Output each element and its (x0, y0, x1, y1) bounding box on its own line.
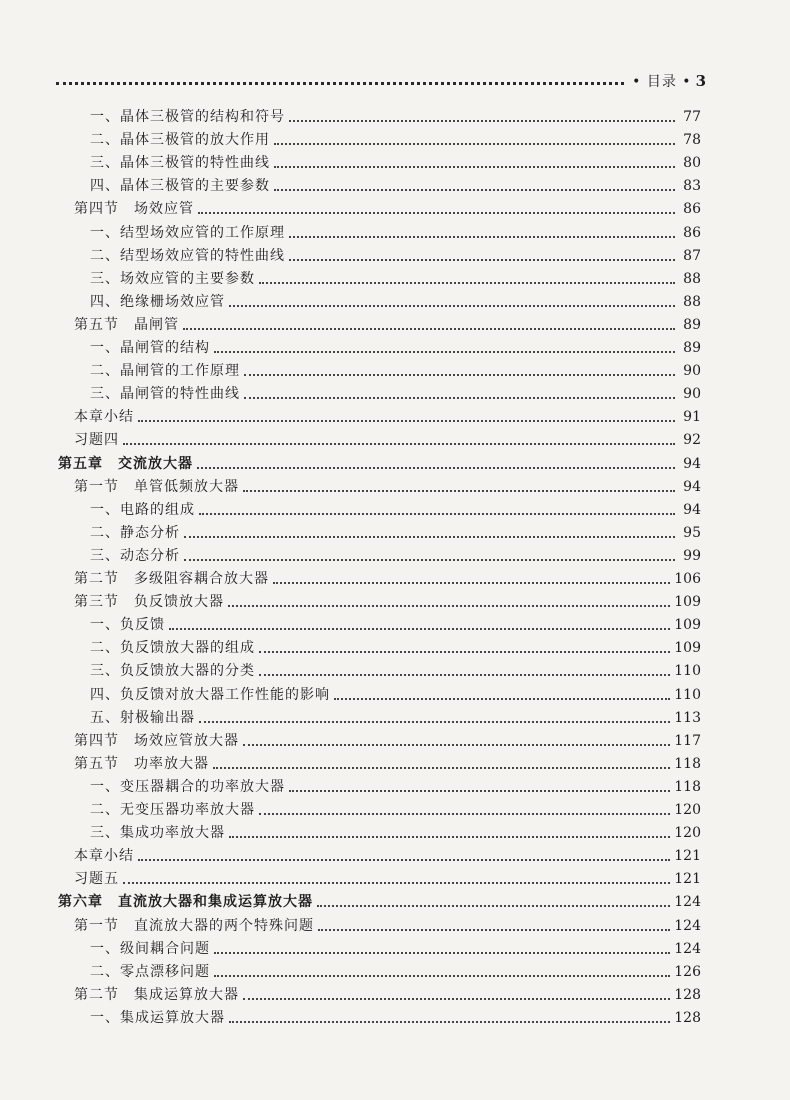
toc-leader-dots (138, 859, 670, 861)
toc-leader-dots (243, 998, 670, 1000)
toc-entry-section (74, 750, 701, 773)
toc-leader-dots (123, 443, 675, 445)
toc-entry-page: 89 (683, 316, 701, 333)
toc-entry-label: 第五章 交流放大器 (58, 455, 193, 472)
toc-entry-page: 80 (683, 155, 701, 172)
toc-entry-label: 一、变压器耦合的功率放大器 (90, 778, 285, 795)
toc-leader-dots (229, 305, 675, 307)
toc-entry-page: 99 (683, 547, 701, 564)
toc-entry-label: 三、集成功率放大器 (90, 825, 225, 842)
toc-entry-label: 一、集成运算放大器 (90, 1009, 225, 1026)
toc-leader-dots (289, 259, 675, 261)
toc-leader-dots (274, 143, 675, 145)
toc-leader-dots (123, 882, 670, 884)
toc-entry-item (90, 126, 701, 149)
toc-leader-dots (138, 420, 675, 422)
toc-entry-page: 120 (674, 802, 701, 818)
toc-entry-page: 124 (674, 940, 701, 957)
toc-leader-dots (289, 236, 675, 238)
toc-entry-page: 128 (674, 986, 701, 1003)
toc-entry-label: 一、负反馈 (90, 617, 165, 634)
toc-entry-page: 87 (683, 247, 701, 264)
toc-entry-label: 习题四 (74, 432, 119, 449)
toc-entry-page: 124 (674, 894, 701, 911)
toc-leader-dots (259, 674, 670, 676)
toc-entry-section (74, 981, 701, 1004)
toc-entry-page: 89 (683, 340, 701, 356)
toc-leader-dots (334, 698, 670, 700)
toc-leader-dots (317, 905, 670, 907)
toc-entry-page: 83 (683, 178, 701, 195)
toc-entry-section (74, 473, 701, 496)
toc-entry-page: 109 (674, 640, 701, 657)
toc-entry-page: 124 (674, 917, 701, 934)
toc-entry-item (90, 219, 701, 242)
toc-entry-page: 90 (683, 386, 701, 403)
toc-leader-dots (184, 559, 675, 561)
toc-entry-item (90, 611, 701, 634)
toc-entry-label: 三、动态分析 (90, 547, 180, 564)
toc-entry-label: 三、场效应管的主要参数 (90, 270, 255, 287)
toc-entry-item (90, 796, 701, 819)
header-page-number: 3 (695, 72, 706, 90)
toc-leader-dots (213, 767, 670, 769)
toc-entry-page: 94 (683, 478, 701, 495)
toc-entry-page: 92 (683, 432, 701, 449)
toc-entry-label: 五、射极输出器 (90, 709, 195, 726)
toc-leader-dots (214, 351, 675, 353)
toc-leader-dots (198, 212, 675, 214)
toc-entry-page: 94 (683, 501, 701, 518)
toc-entry-item (90, 357, 701, 380)
toc-entry-page: 118 (674, 778, 701, 795)
toc-entry-label: 一、级间耦合问题 (90, 940, 210, 957)
toc-entry-label: 三、晶闸管的特性曲线 (90, 386, 240, 403)
toc-leader-dots (274, 189, 675, 191)
toc-entry-section (74, 565, 701, 588)
toc-entry-item (90, 103, 701, 126)
toc-leader-dots (229, 1021, 670, 1023)
toc-entry-page: 128 (674, 1009, 701, 1026)
toc-entry-label: 第五节 功率放大器 (74, 755, 209, 772)
toc-entry-label: 本章小结 (74, 848, 134, 865)
toc-entry-section (74, 727, 701, 750)
toc-entry-item (90, 1004, 701, 1027)
toc-entry-page: 95 (683, 524, 701, 541)
toc-entry-item (90, 773, 701, 796)
toc-entry-item (90, 149, 701, 172)
toc-entry-item (90, 657, 701, 680)
toc-entry-label: 第二节 集成运算放大器 (74, 986, 239, 1003)
toc-entry-label: 习题五 (74, 871, 119, 888)
toc-leader-dots (289, 790, 670, 792)
toc-leader-dots (199, 721, 670, 723)
toc-entry-item (90, 334, 701, 357)
toc-entry-item (90, 704, 701, 727)
toc-entry-label: 二、负反馈放大器的组成 (90, 640, 255, 657)
toc-leader-dots (214, 952, 670, 954)
toc-entry-label: 二、无变压器功率放大器 (90, 802, 255, 818)
toc-entry-summary (74, 426, 701, 449)
toc-entry-label: 四、绝缘栅场效应管 (90, 293, 225, 310)
toc-leader-dots (199, 513, 675, 515)
toc-entry-label: 三、负反馈放大器的分类 (90, 663, 255, 680)
toc-entry-label: 第三节 负反馈放大器 (74, 594, 224, 611)
toc-entry-label: 二、零点漂移问题 (90, 963, 210, 980)
running-head (56, 70, 706, 92)
toc-entry-page: 106 (674, 571, 701, 587)
toc-leader-dots (243, 744, 670, 746)
toc-entry-chapter (58, 888, 701, 911)
toc-entry-label: 第一节 直流放大器的两个特殊问题 (74, 917, 314, 934)
toc-entry-item (90, 935, 701, 958)
toc-leader-dots (259, 813, 670, 815)
toc-entry-summary (74, 865, 701, 888)
toc-entry-label: 第四节 场效应管 (74, 201, 194, 218)
toc-entry-label: 四、负反馈对放大器工作性能的影响 (90, 686, 330, 703)
toc-entry-item (90, 172, 701, 195)
toc-leader-dots (273, 582, 670, 584)
toc-entry-item (90, 634, 701, 657)
toc-entry-label: 一、结型场效应管的工作原理 (90, 224, 285, 241)
toc-entry-label: 第二节 多级阻容耦合放大器 (74, 571, 269, 587)
toc-entry-item (90, 958, 701, 981)
toc-entry-label: 第六章 直流放大器和集成运算放大器 (58, 894, 313, 911)
toc-entry-chapter (58, 450, 701, 473)
toc-entry-page: 90 (683, 363, 701, 380)
toc-entry-page: 117 (674, 732, 701, 749)
toc-leader-dots (243, 490, 675, 492)
toc-entry-item (90, 242, 701, 265)
toc-entry-item (90, 265, 701, 288)
toc-entry-page: 86 (683, 201, 701, 218)
toc-entry-item (90, 519, 701, 542)
toc-entry-summary (74, 842, 701, 865)
toc-entry-page: 88 (683, 270, 701, 287)
toc-entry-label: 三、晶体三极管的特性曲线 (90, 155, 270, 172)
toc-entry-page: 94 (683, 455, 701, 472)
toc-entry-page: 121 (674, 871, 701, 888)
toc-leader-dots (228, 605, 670, 607)
toc-leader-dots (318, 929, 670, 931)
toc-leader-dots (244, 374, 675, 376)
toc-entry-section (74, 311, 701, 334)
toc-leader-dots (259, 651, 670, 653)
toc-entry-label: 第四节 场效应管放大器 (74, 732, 239, 749)
toc-entry-page: 126 (674, 963, 701, 980)
toc-entry-label: 二、静态分析 (90, 524, 180, 541)
toc-entry-label: 二、结型场效应管的特性曲线 (90, 247, 285, 264)
toc-entry-page: 78 (683, 132, 701, 149)
toc-entry-page: 113 (674, 709, 701, 726)
toc-entry-page: 120 (674, 825, 701, 842)
toc-leader-dots (197, 467, 675, 469)
toc-entry-label: 一、电路的组成 (90, 501, 195, 518)
toc-entry-item (90, 496, 701, 519)
toc-entry-page: 110 (674, 663, 701, 680)
toc-entry-summary (74, 403, 701, 426)
toc-entry-page: 91 (683, 409, 701, 426)
toc-entry-page: 86 (683, 224, 701, 241)
toc-entry-label: 本章小结 (74, 409, 134, 426)
toc-entry-page: 109 (674, 594, 701, 611)
toc-entry-section (74, 195, 701, 218)
toc-leader-dots (274, 166, 675, 168)
toc-leader-dots (289, 120, 675, 122)
toc-leader-dots (229, 836, 670, 838)
toc-leader-dots (259, 282, 675, 284)
toc-entry-page: 77 (683, 109, 701, 125)
toc-entry-item (90, 819, 701, 842)
toc-leader-dots (214, 975, 670, 977)
toc-entry-page: 109 (674, 617, 701, 634)
toc-leader-dots (244, 397, 675, 399)
toc-entry-label: 第五节 晶闸管 (74, 316, 179, 333)
header-leader-dots (56, 82, 624, 85)
toc-entry-page: 118 (674, 755, 701, 772)
toc-entry-label: 二、晶闸管的工作原理 (90, 363, 240, 380)
toc-entry-page: 88 (683, 293, 701, 310)
toc-entry-label: 第一节 单管低频放大器 (74, 478, 239, 495)
toc-entry-section (74, 588, 701, 611)
toc-entry-section (74, 912, 701, 935)
toc-entry-item (90, 380, 701, 403)
toc-leader-dots (169, 628, 670, 630)
toc-entry-label: 一、晶闸管的结构 (90, 340, 210, 356)
header-title: • 目录 • (632, 74, 692, 90)
toc-entry-label: 二、晶体三极管的放大作用 (90, 132, 270, 149)
toc-entry-item (90, 542, 701, 565)
toc-entry-page: 110 (674, 686, 701, 703)
toc-entry-label: 一、晶体三极管的结构和符号 (90, 109, 285, 125)
toc-entry-item (90, 288, 701, 311)
toc-entry-item (90, 681, 701, 704)
toc-entry-label: 四、晶体三极管的主要参数 (90, 178, 270, 195)
toc-entry-page: 121 (674, 848, 701, 865)
toc-leader-dots (184, 536, 675, 538)
toc-leader-dots (183, 328, 675, 330)
